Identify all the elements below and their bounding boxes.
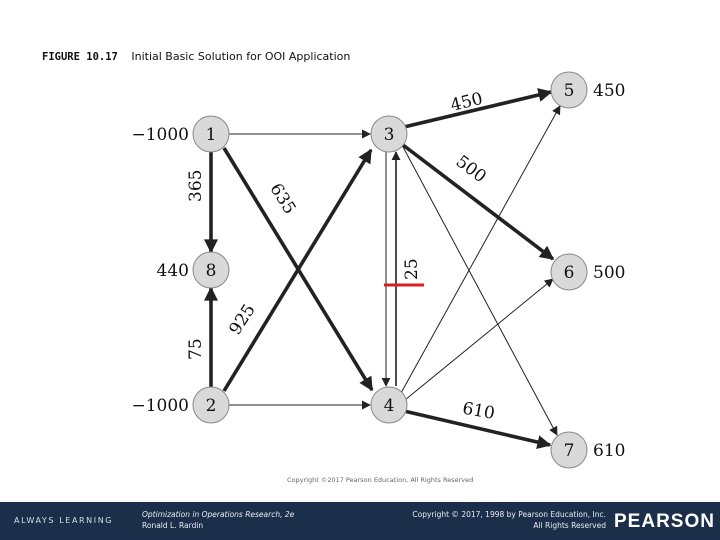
node-1-label: 1 [205, 125, 217, 145]
book-title: Optimization in Operations Research, 2e [142, 510, 295, 519]
node-5 [551, 72, 587, 108]
node-6 [551, 254, 587, 290]
demand-node-6: 500 [593, 263, 626, 283]
supply-node-2: −1000 [131, 396, 189, 416]
node-3 [371, 116, 407, 152]
copyright-line-2: All Rights Reserved [533, 521, 606, 530]
flow-label-2-8: 75 [186, 338, 206, 360]
arc-4-5 [401, 106, 560, 393]
pearson-logo: PEARSON [614, 511, 715, 532]
flow-label-4-3: 25 [402, 258, 422, 280]
node-8-label: 8 [205, 261, 217, 281]
node-7-label: 7 [563, 441, 575, 461]
node-5-label: 5 [563, 81, 575, 101]
node-8 [193, 252, 229, 288]
flow-label-4-7: 610 [460, 398, 497, 424]
node-4-label: 4 [383, 396, 395, 416]
supply-node-1: −1000 [131, 125, 189, 145]
node-2-label: 2 [205, 396, 217, 416]
figure-number: FIGURE 10.17 [42, 51, 118, 63]
node-6-label: 6 [563, 263, 575, 283]
figure-title: Initial Basic Solution for OOI Application [131, 50, 351, 63]
book-info [142, 509, 294, 531]
node-4 [371, 387, 407, 423]
copyright-line-1: Copyright © 2017, 1998 by Pearson Education, Inc. [412, 510, 606, 519]
footer-bar [0, 502, 720, 540]
always-learning-text: ALWAYS LEARNING [14, 516, 114, 525]
node-2 [193, 387, 229, 423]
copyright-notice [366, 509, 606, 531]
flow-label-3-5: 450 [448, 88, 485, 117]
flow-label-3-6: 500 [451, 151, 490, 188]
arc-3-7 [402, 145, 557, 435]
arc-4-6 [405, 279, 553, 400]
demand-node-5: 450 [593, 81, 626, 101]
flow-label-1-4: 635 [265, 179, 300, 218]
supply-node-8: 440 [156, 261, 189, 281]
node-3-label: 3 [383, 125, 395, 145]
flow-label-2-3: 925 [225, 300, 260, 339]
flow-label-1-8: 365 [186, 169, 206, 202]
node-7 [551, 432, 587, 468]
demand-node-7: 610 [593, 441, 626, 461]
figure-copyright: Copyright ©2017 Pearson Education, All Rights Reserved [287, 476, 474, 484]
node-1 [193, 116, 229, 152]
book-author: Ronald L. Rardin [142, 521, 204, 530]
